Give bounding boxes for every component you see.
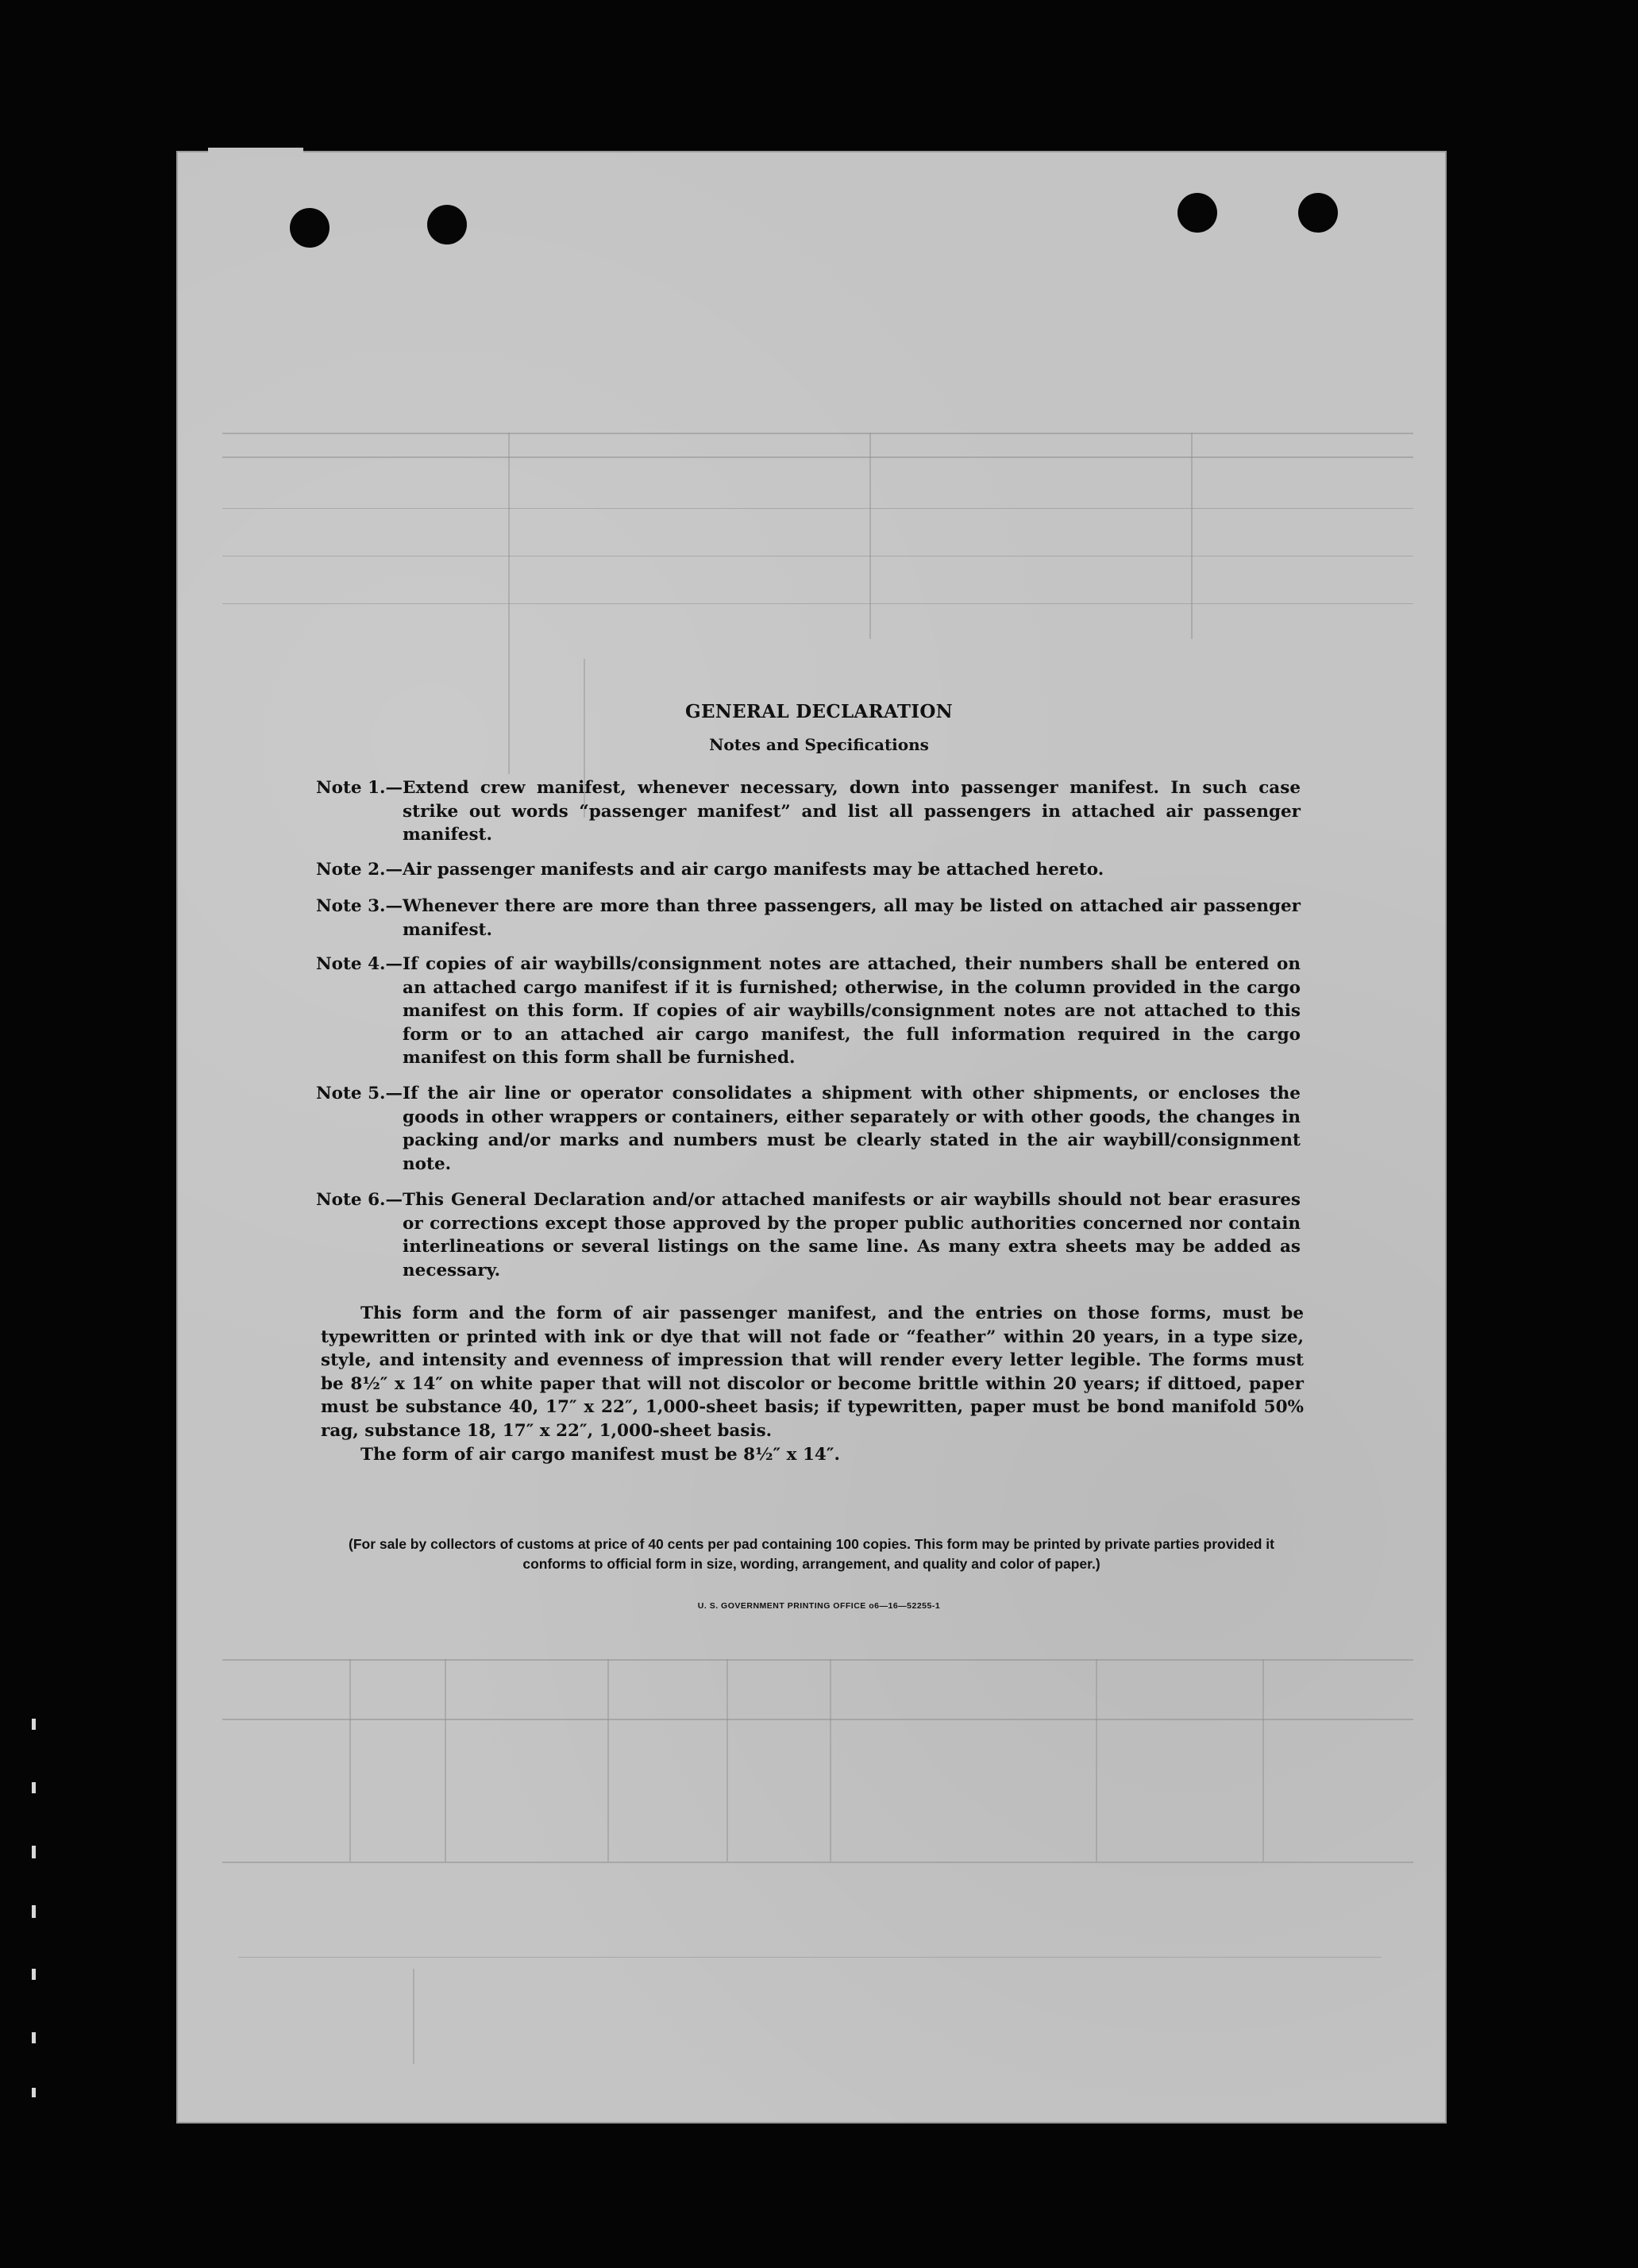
cargo-manifest-size-paragraph: The form of air cargo manifest must be 8½″ x 14″. — [360, 1445, 840, 1465]
note-6-label: Note 6. — [316, 1190, 386, 1210]
specification-paragraph: This form and the form of air passenger manifest, and the entries on those forms, must be typewritten or printed with ink or dye that will not fade or “feather” within 20 years, in a type size, style, and intensity and evenness of impression that will render every letter legible. The forms must be 8½″ x 14″ on white paper that will not discolor or become brittle within 20 years; if dittoed, paper must be substance 40, 17″ x 22″, 1,000-sheet basis; if typewritten, paper must be bond manifold 50% rag, substance 18, 17″ x 22″, 1,000-sheet basis. — [321, 1303, 1304, 1441]
note-2: Note 2. — Air passenger manifests and air cargo manifests may be attached hereto. — [316, 858, 1301, 882]
note-4-text: If copies of air waybills/consignment notes are attached, their numbers shall be entered on an attached cargo manifest if it is furnished; otherwise, in the column provided in the cargo manifest on this form. If copies of air waybills/consignment notes are not attached to this form or to an attached air cargo manifest, the full information required in the cargo manifest on this form shall be furnished. — [403, 954, 1301, 1068]
note-5-label: Note 5. — [316, 1084, 386, 1103]
note-3: Note 3. — Whenever there are more than three passengers, all may be listed on attached air passenger manifest. — [316, 895, 1301, 941]
note-1-label: Note 1. — [316, 778, 386, 798]
note-1-text: Extend crew manifest, whenever necessary, down into passenger manifest. In such case strike out words “passenger manifest” and list all passengers in attached air passenger manifest. — [403, 778, 1301, 845]
note-3-text: Whenever there are more than three passengers, all may be listed on attached air passenger manifest. — [403, 896, 1301, 940]
note-1: Note 1. — Extend crew manifest, whenever necessary, down into passenger manifest. In such case strike out words “passenger manifest” and list all passengers in attached air passenger manifest. — [316, 776, 1301, 847]
printing-office-line: U. S. GOVERNMENT PRINTING OFFICE o6—16—52255-1 — [697, 1601, 941, 1611]
note-4-label: Note 4. — [316, 954, 386, 974]
note-2-text: Air passenger manifests and air cargo manifests may be attached hereto. — [403, 860, 1104, 880]
note-4: Note 4. — If copies of air waybills/consignment notes are attached, their numbers shall be entered on an attached cargo manifest if it is furnished; otherwise, in the column provided in the cargo manifest on this form. If copies of air waybills/consignment notes are not attached to this form or to an attached air cargo manifest, the full information required in the cargo manifest on this form shall be furnished. — [316, 953, 1301, 1070]
page-subtitle: Notes and Specifications — [709, 735, 929, 754]
note-5-text: If the air line or operator consolidates a shipment with other shipments, or encloses the goods in other wrappers or containers, either separately or with other goods, the changes in packing and/or marks and numbers must be clearly stated in the air waybill/consignment note. — [403, 1084, 1301, 1174]
page-title: GENERAL DECLARATION — [685, 701, 953, 722]
note-5: Note 5. — If the air line or operator consolidates a shipment with other shipments, or encloses the goods in other wrappers or containers, either separately or with other goods, the changes in packing and/or marks and numbers must be clearly stated in the air waybill/consignment note. — [316, 1082, 1301, 1176]
sale-notice: (For sale by collectors of customs at price of 40 cents per pad containing 100 copies. This form may be printed by private parties provided it conforms to official form in size, wording, arrangement, and quality and color of paper.) — [349, 1536, 1274, 1572]
note-6: Note 6. — This General Declaration and/or attached manifests or air waybills should not bear erasures or corrections except those approved by the proper public authorities concerned nor contain interlineations or several listings on the same line. As many extra sheets may be added as necessary. — [316, 1188, 1301, 1282]
note-6-text: This General Declaration and/or attached manifests or air waybills should not bear erasures or corrections except those approved by the proper public authorities concerned nor contain interlineations or several listings on the same line. As many extra sheets may be added as necessary. — [403, 1190, 1301, 1280]
note-2-label: Note 2. — [316, 860, 386, 880]
note-3-label: Note 3. — [316, 896, 386, 916]
